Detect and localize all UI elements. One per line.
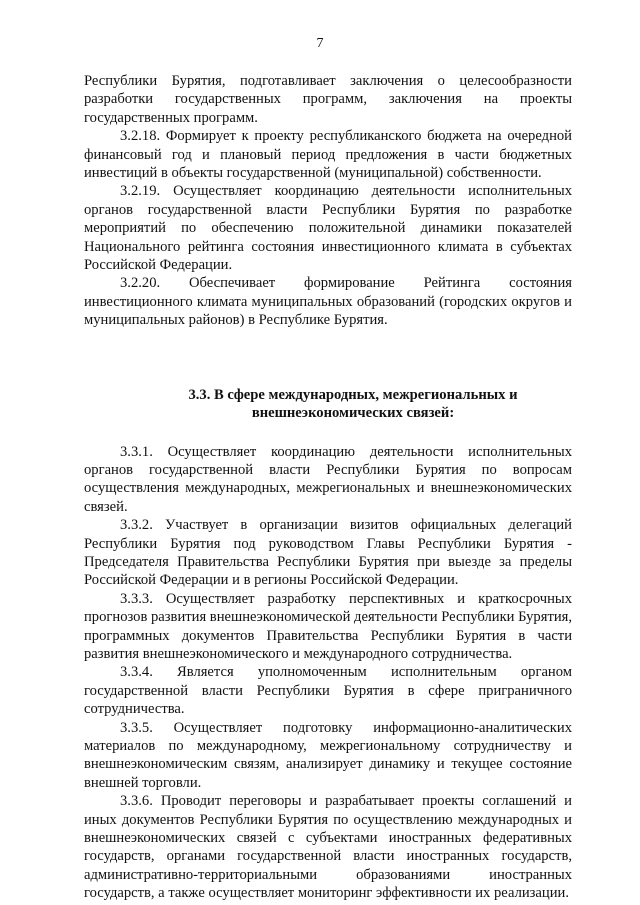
paragraph-3-3-5: 3.3.5. Осуществляет подготовку информационно-аналитических материалов по международному, межрегиональному сотрудничеству и внешнеэкономическим связям, анализирует динамику и текущее состояние внешней торговли. bbox=[84, 719, 572, 791]
page-number: 7 bbox=[316, 36, 324, 51]
section-3-3-heading: 3.3. В сфере международных, межрегиональных и внешнеэкономических связей: bbox=[188, 386, 518, 422]
document-body bbox=[84, 72, 572, 903]
paragraph-3-2-20: 3.2.20. Обеспечивает формирование Рейтинга состояния инвестиционного климата муниципальных образований (городских округов и муниципальных районов) в Республике Бурятия. bbox=[84, 275, 572, 329]
paragraph-3-3-2: 3.3.2. Участвует в организации визитов официальных делегаций Республики Бурятия под руководством Главы Республики Бурятия - Председателя Правительства Республики Бурятия при выезде за пределы Российской Федерации и в регионы Российской Федерации. bbox=[84, 517, 572, 589]
paragraph-3-2-19: 3.2.19. Осуществляет координацию деятельности исполнительных органов государственной власти Республики Бурятия по разработке мероприятий по обеспечению положительной динамики показателей Национального рейтинга состояния инвестиционного климата в субъектах Российской Федерации. bbox=[84, 183, 572, 274]
paragraph-3-3-3: 3.3.3. Осуществляет разработку перспективных и краткосрочных прогнозов развития внешнеэкономической деятельности Республики Бурятия, программных документов Правительства Республики Бурятия в части развития внешнеэкономического и международного сотрудничества. bbox=[84, 590, 572, 662]
paragraph-3-3-6: 3.3.6. Проводит переговоры и разрабатывает проекты соглашений и иных документов Республики Бурятия по осуществлению международных и внешнеэкономических связей с субъектами иностранных федеративных государств, органами государственной власти иностранных государств, административно-территориальными образованиями иностранных государств, а также осуществляет мониторинг эффективности их реализации. bbox=[84, 793, 572, 902]
paragraph-3-2-17-continuation: Республики Бурятия, подготавливает заключения о целесообразности разработки государственных программ, заключения на проекты государственных программ. bbox=[84, 73, 572, 126]
paragraph-3-2-18: 3.2.18. Формирует к проекту республиканского бюджета на очередной финансовый год и плановый период предложения в части бюджетных инвестиций в объекты государственной (муниципальной) собственности. bbox=[84, 128, 572, 182]
paragraph-3-3-4: 3.3.4. Является уполномоченным исполнительным органом государственной власти Республики Бурятия в сфере приграничного сотрудничества. bbox=[84, 664, 572, 718]
paragraph-3-3-1: 3.3.1. Осуществляет координацию деятельности исполнительных органов государственной власти Республики Бурятия по вопросам осуществления международных, межрегиональных и внешнеэкономических связей. bbox=[84, 443, 572, 515]
